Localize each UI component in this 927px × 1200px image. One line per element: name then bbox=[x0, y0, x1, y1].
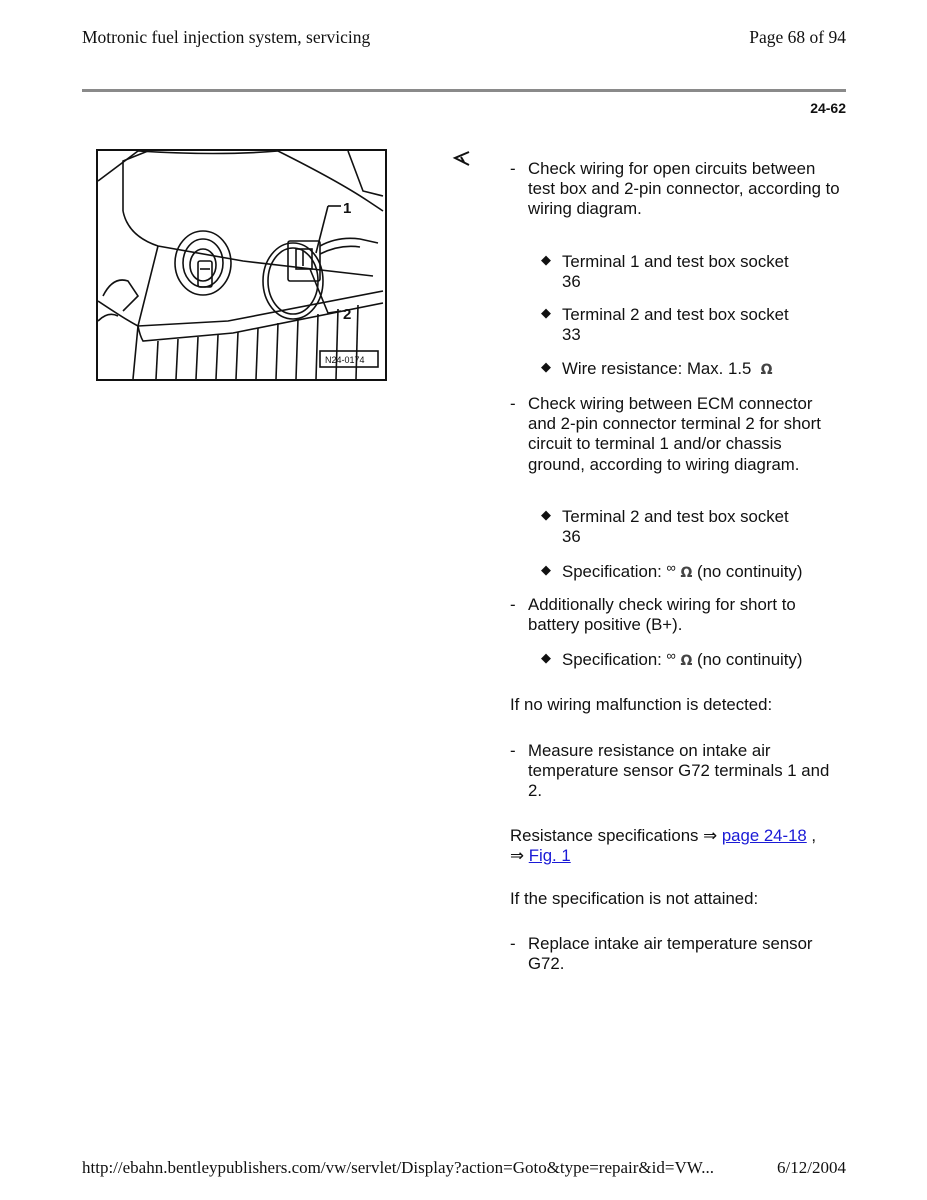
step-dash: - bbox=[510, 394, 516, 413]
diamond-bullet-icon: ◆ bbox=[541, 507, 551, 522]
diamond-bullet-icon: ◆ bbox=[541, 562, 551, 577]
callout-1: 1 bbox=[343, 200, 352, 217]
infinity-symbol: ∞ bbox=[666, 560, 676, 575]
arrow-icon: ⇒ bbox=[703, 826, 718, 845]
bullet-text bbox=[562, 562, 840, 583]
diamond-bullet-icon: ◆ bbox=[541, 650, 551, 665]
ohm-symbol: Ω bbox=[760, 362, 773, 378]
bullet-text: Terminal 2 and test box socket 33 bbox=[562, 305, 789, 345]
bullet-text bbox=[562, 650, 840, 671]
resistance-spec: Wire resistance: Max. 1.5 bbox=[562, 359, 752, 378]
footer-url: http://ebahn.bentleypublishers.com/vw/servlet/Display?action=Goto&type=repair&id=VW... bbox=[82, 1158, 714, 1177]
step-dash: - bbox=[510, 595, 516, 614]
resistance-reference bbox=[510, 826, 820, 866]
component-illustration bbox=[96, 149, 387, 381]
spec-label: Specification: bbox=[562, 650, 662, 669]
diamond-bullet-icon: ◆ bbox=[541, 305, 551, 320]
diamond-bullet-icon: ◆ bbox=[541, 252, 551, 267]
step-dash: - bbox=[510, 159, 516, 178]
diamond-bullet-icon: ◆ bbox=[541, 359, 551, 374]
callout-2: 2 bbox=[343, 306, 352, 323]
ohm-symbol: Ω bbox=[680, 653, 693, 669]
bullet-text bbox=[562, 359, 840, 380]
link-separator: , bbox=[811, 826, 817, 845]
step-text: Replace intake air temperature sensor G72. bbox=[528, 934, 813, 974]
page-link[interactable]: page 24-18 bbox=[721, 826, 807, 845]
step-text: Measure resistance on intake air temperature sensor G72 terminals 1 and 2. bbox=[528, 741, 830, 801]
spec-label: Specification: bbox=[562, 562, 662, 581]
see-figure-arrow-icon bbox=[452, 150, 472, 168]
step-text: Check wiring for open circuits between test box and 2-pin connector, according to wiring diagram. bbox=[528, 159, 840, 219]
step-dash: - bbox=[510, 934, 516, 953]
bullet-text: Terminal 2 and test box socket 36 bbox=[562, 507, 789, 547]
page-indicator: Page 68 of 94 bbox=[749, 27, 846, 47]
resistance-label: Resistance specifications bbox=[510, 826, 699, 845]
bullet-text: Terminal 1 and test box socket 36 bbox=[562, 252, 789, 292]
footer-date: 6/12/2004 bbox=[777, 1158, 846, 1177]
infinity-symbol: ∞ bbox=[666, 648, 676, 663]
condition-text: If the specification is not attained: bbox=[510, 889, 759, 908]
arrow-icon: ⇒ bbox=[510, 846, 525, 866]
header-divider bbox=[82, 89, 846, 92]
page-code: 24-62 bbox=[810, 100, 846, 116]
spec-note: (no continuity) bbox=[697, 650, 803, 669]
document-title: Motronic fuel injection system, servicing bbox=[82, 27, 371, 47]
condition-text: If no wiring malfunction is detected: bbox=[510, 695, 773, 714]
spec-note: (no continuity) bbox=[697, 562, 803, 581]
step-dash: - bbox=[510, 741, 516, 760]
figure-id: N24-0174 bbox=[325, 355, 365, 365]
figure-link[interactable]: Fig. 1 bbox=[528, 846, 571, 866]
ohm-symbol: Ω bbox=[680, 565, 693, 581]
sensor-connector-drawing bbox=[98, 151, 385, 379]
step-text: Check wiring between ECM connector and 2-pin connector terminal 2 for short circuit to terminal 1 and/or chassis ground, according to wiring diagram. bbox=[528, 394, 821, 474]
step-text: Additionally check wiring for short to battery positive (B+). bbox=[528, 595, 796, 635]
